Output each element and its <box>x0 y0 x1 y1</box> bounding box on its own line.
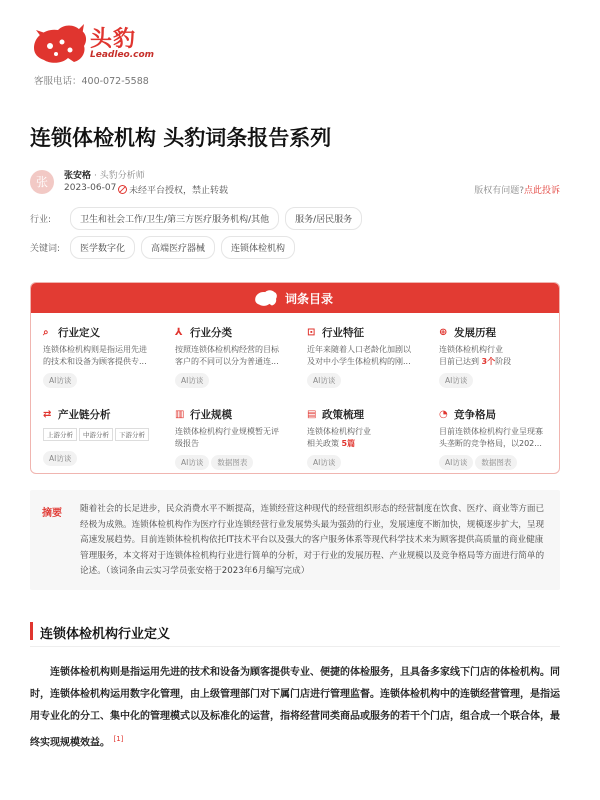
bar-chart-icon: ▥ <box>175 408 185 420</box>
keyword-tag[interactable]: 高端医疗器械 <box>141 236 215 259</box>
catalog-item-title: 行业规模 <box>190 409 232 421</box>
history-icon: ⊕ <box>439 326 448 338</box>
feature-icon: ⊡ <box>307 326 316 338</box>
catalog-item-definition[interactable] <box>43 325 173 388</box>
industry-tag[interactable]: 卫生和社会工作/卫生/第三方医疗服务机构/其他 <box>70 207 279 230</box>
catalog-item-desc: 连锁体检机构行业规模暂无评级报告 <box>175 427 279 448</box>
keyword-tag[interactable]: 连锁体检机构 <box>221 236 295 259</box>
tree-icon: ⅄ <box>175 326 183 338</box>
brand-name: 头豹 <box>90 27 137 52</box>
catalog-item-title: 发展历程 <box>454 327 496 339</box>
catalog-item-desc <box>439 344 547 368</box>
abstract-text: 随着社会的长足进步，民众消费水平不断提高，连锁经营这种现代的经营组织形态的经营制度在饮食、医疗、商业等方面已经极为成熟。连锁体检机构作为医疗行业连锁经营行业发展势头最为强劲的行业，发展速度不断加快，规模逐步扩大，呈现高速发展趋势。目前连锁体检机构依托IT技术平台以及强大的客户服务体系等现代科学技术来为顾客提供高质量的商业健康管理服务，本文将对于连锁体检机构行业进行简单的分析，对于行业的发展历程、产业规模以及竞争格局等方面进行简单的论述。（该词条由云实习学员张安格于2023年6月编写完成） <box>80 504 545 576</box>
catalog-item-history[interactable] <box>439 325 560 388</box>
chain-icon: ⇄ <box>43 408 52 420</box>
pie-icon: ◔ <box>439 408 448 420</box>
publish-date: 2023-06-07 <box>64 183 117 193</box>
desc-mid: 相关政策 <box>307 439 342 448</box>
ai-interview-chip[interactable]: AI访谈 <box>175 455 209 470</box>
subchip-row <box>43 422 173 446</box>
notice-text: 未经平台授权，禁止转载 <box>129 186 229 196</box>
ai-interview-chip[interactable]: AI访谈 <box>307 373 341 388</box>
copyright-notice <box>118 183 228 196</box>
reference-link[interactable]: [1] <box>113 735 124 743</box>
keyword-tag[interactable]: 医学数字化 <box>70 236 135 259</box>
catalog-item-title: 行业分类 <box>190 327 232 339</box>
data-chart-chip[interactable]: 数据图表 <box>475 455 517 470</box>
ai-interview-chip[interactable]: AI访谈 <box>307 455 341 470</box>
desc-highlight: 5篇 <box>341 439 356 448</box>
catalog-title: 词条目录 <box>285 292 334 306</box>
desc-post: 阶段 <box>495 357 512 366</box>
catalog-item-scale[interactable] <box>175 407 305 470</box>
industry-row <box>30 207 368 230</box>
keywords-row <box>30 236 301 259</box>
upstream-chip[interactable]: 上游分析 <box>43 428 77 441</box>
catalog-item-classification[interactable] <box>175 325 305 388</box>
catalog-item-title: 竞争格局 <box>454 409 496 421</box>
ai-interview-chip[interactable]: AI访谈 <box>439 455 473 470</box>
catalog-item-desc: 按照连锁体检机构经营的目标客户的不同可以分为普通连... <box>175 345 279 366</box>
industry-label: 行业: <box>30 215 52 225</box>
policy-icon: ▤ <box>307 408 317 420</box>
catalog-item-desc: 连锁体检机构则是指运用先进的技术和设备为顾客提供专... <box>43 345 147 366</box>
ai-interview-chip[interactable]: AI访谈 <box>43 451 77 466</box>
brand-url[interactable]: Leadleo.com <box>90 50 155 60</box>
ban-icon <box>118 185 127 194</box>
downstream-chip[interactable]: 下游分析 <box>115 428 149 441</box>
catalog-item-title: 行业定义 <box>58 327 100 339</box>
catalog-item-title: 产业链分析 <box>58 409 111 421</box>
catalog-item-title: 政策梳理 <box>322 409 364 421</box>
abstract-label: 摘要 <box>42 508 62 519</box>
ai-interview-chip[interactable]: AI访谈 <box>439 373 473 388</box>
catalog-item-title: 行业特征 <box>322 327 364 339</box>
ai-interview-chip[interactable]: AI访谈 <box>43 373 77 388</box>
author-name[interactable]: 张安格 <box>64 171 92 181</box>
search-doc-icon: ⌕ <box>43 326 49 338</box>
ai-interview-chip[interactable]: AI访谈 <box>175 373 209 388</box>
report-link[interactable]: 点此投诉 <box>523 186 560 196</box>
catalog-item-competition[interactable] <box>439 407 560 470</box>
catalog-item-desc <box>307 426 415 450</box>
desc-mid: 目前已达到 <box>439 357 482 366</box>
avatar: 张 <box>30 170 54 194</box>
catalog-item-policy[interactable] <box>307 407 437 470</box>
midstream-chip[interactable]: 中游分析 <box>79 428 113 441</box>
desc-pre: 连锁体检机构行业 <box>307 427 371 436</box>
section-divider <box>30 646 560 647</box>
catalog-grid <box>31 313 560 474</box>
copyright-report <box>474 183 560 196</box>
catalog-header <box>31 283 559 313</box>
desc-pre: 连锁体检机构行业 <box>439 345 503 354</box>
copyright-question: 版权有问题? <box>474 186 524 196</box>
section-body-text: 连锁体检机构则是指运用先进的技术和设备为顾客提供专业、便捷的体检服务，且具备多家线下门店的体检机构。同时，连锁体检机构运用数字化管理，由上级管理部门对下属门店进行管理监督。连锁体检机构中的连锁经营管理，是指运用专业化的分工、集中化的管理模式以及标准化的运营，指将经营同类商品或服务的若干个门店，组合成一个联合体，最终实现规模效益。 <box>30 667 560 749</box>
data-chart-chip[interactable]: 数据图表 <box>211 455 253 470</box>
section-body <box>30 662 560 754</box>
catalog-item-chain[interactable] <box>43 407 173 466</box>
catalog-item-desc: 近年来随着人口老龄化加剧以及对中小学生体检机构的刚... <box>307 345 411 366</box>
abstract-box <box>30 490 560 590</box>
section-title: 连锁体检机构行业定义 <box>40 627 171 642</box>
keywords-label: 关键词: <box>30 244 61 254</box>
hotline: 客服电话：400-072-5588 <box>34 76 149 87</box>
page-title: 连锁体检机构 头豹词条报告系列 <box>30 126 332 150</box>
desc-highlight: 3个 <box>481 357 496 366</box>
industry-tag[interactable]: 服务/居民服务 <box>285 207 362 230</box>
author-role: · 头豹分析师 <box>94 171 145 181</box>
leopard-logo-icon <box>253 288 279 308</box>
catalog-item-features[interactable] <box>307 325 437 388</box>
catalog-panel <box>30 282 560 474</box>
section-accent-bar <box>30 622 33 640</box>
catalog-item-desc: 目前连锁体检机构行业呈现寡头垄断的竞争格局，以202... <box>439 427 543 448</box>
